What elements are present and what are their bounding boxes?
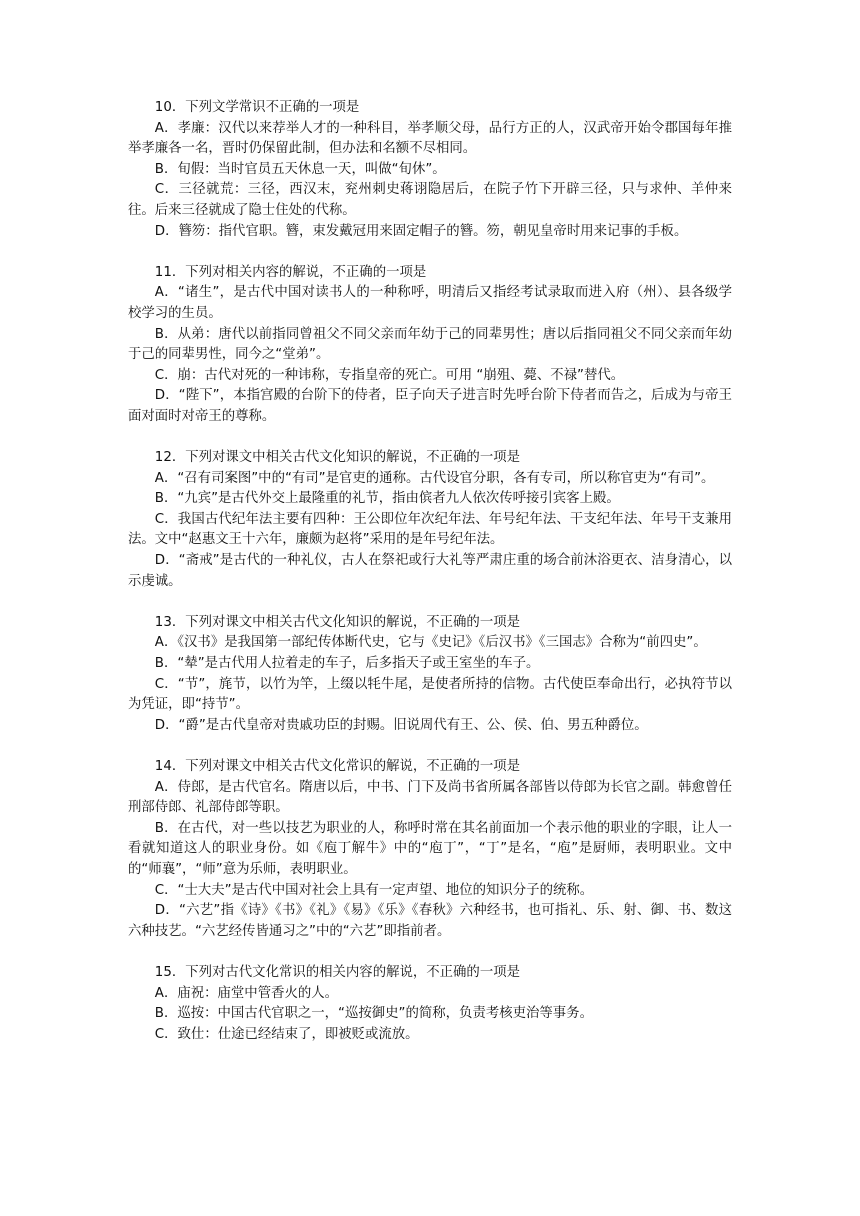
document-page <box>128 98 732 1066</box>
option-b: B．旬假：当时官员五天休息一天，叫做“旬休”。 <box>154 161 446 177</box>
option-c: C．三径就荒：三径，西汉末，兖州刺史蒋诩隐居后，在院子竹下开辟三径，只与求仲、羊仲来往。后来三径就成了隐士住处的代称。 <box>128 182 732 218</box>
question-11 <box>128 263 732 428</box>
option-d: D．“爵”是古代皇帝对贵戚功臣的封赐。旧说周代有王、公、侯、伯、男五种爵位。 <box>154 717 648 733</box>
option-c: C．崩：古代对死的一种讳称，专指皇帝的死亡。可用 “崩殂、薨、不禄”替代。 <box>154 367 625 383</box>
option-b: B．在古代，对一些以技艺为职业的人，称呼时常在其名前面加一个表示他的职业的字眼，让人一看就知道这人的职业身份。如《庖丁解牛》中的“庖丁”，“丁”是名，“庖”是厨师，表明职业。文中的“师襄”，“师”意为乐师，表明职业。 <box>128 820 732 877</box>
question-stem: 14．下列对课文中相关古代文化常识的解说，不正确的一项是 <box>154 759 520 774</box>
question-stem: 10．下列文学常识不正确的一项是 <box>154 100 360 115</box>
question-stem: 11．下列对相关内容的解说，不正确的一项是 <box>154 264 427 280</box>
option-b: B．“九宾”是古代外交上最隆重的礼节，指由傧者九人依次传呼接引宾客上殿。 <box>154 491 620 507</box>
option-a: A．庙祝：庙堂中管香火的人。 <box>154 985 339 1001</box>
option-d: D．簪笏：指代官职。簪，束发戴冠用来固定帽子的簪。笏，朝见皇帝时用来记事的手板。 <box>154 223 688 239</box>
question-stem: 15．下列对古代文化常识的相关内容的解说，不正确的一项是 <box>154 964 520 980</box>
option-d: D．“陛下”，本指宫殿的台阶下的侍者，臣子向天子进言时先呼台阶下侍者而告之，后成为与帝王面对面时对帝王的尊称。 <box>128 388 732 424</box>
question-13 <box>128 613 732 737</box>
question-stem: 13．下列对课文中相关古代文化知识的解说，不正确的一项是 <box>154 614 520 630</box>
option-a: A．孝廉：汉代以来荐举人才的一种科目，举孝顺父母，品行方正的人，汉武帝开始令郡国每年推举孝廉各一名，晋时仍保留此制，但办法和名额不尽相同。 <box>128 120 732 157</box>
option-a: A．“诸生”，是古代中国对读书人的一种称呼，明清后又指经考试录取而进入府（州）、县各级学校学习的生员。 <box>128 285 732 321</box>
option-a: A．侍郎，是古代官名。隋唐以后，中书、门下及尚书省所属各部皆以侍郎为长官之副。韩愈曾任刑部侍郎、礼部侍郎等职。 <box>128 779 732 816</box>
option-b: B．巡按：中国古代官职之一，“巡按御史”的简称，负责考核吏治等事务。 <box>154 1006 593 1022</box>
option-b: B．从弟：唐代以前指同曾祖父不同父亲而年幼于己的同辈男性；唐以后指同祖父不同父亲而年幼于己的同辈男性，同今之“堂弟”。 <box>128 326 732 363</box>
option-d: D．“六艺”指《诗》《书》《礼》《易》《乐》《春秋》六种经书，也可指礼、乐、射、御、书、数这六种技艺。“六艺经传皆通习之”中的“六艺”即指前者。 <box>128 903 732 939</box>
question-15 <box>128 963 732 1045</box>
question-stem: 12．下列对课文中相关古代文化知识的解说，不正确的一项是 <box>154 450 520 466</box>
question-10 <box>128 98 732 242</box>
option-c: C．“节”，旄节，以竹为竿，上缀以牦牛尾，是使者所持的信物。古代使臣奉命出行，必执符节以为凭证，即“持节”。 <box>128 676 732 713</box>
option-b: B．“辇”是古代用人拉着走的车子，后多指天子或王室坐的车子。 <box>154 656 540 672</box>
option-d: D．“斋戒”是古代的一种礼仪，古人在祭祀或行大礼等严肃庄重的场合前沐浴更衣、洁身清心，以示虔诚。 <box>128 553 732 589</box>
option-c: C．我国古代纪年法主要有四种：王公即位年次纪年法、年号纪年法、干支纪年法、年号干支兼用法。文中“赵惠文王十六年，廉颇为赵将”采用的是年号纪年法。 <box>128 511 732 548</box>
question-14 <box>128 757 732 942</box>
option-c: C．“士大夫”是古代中国对社会上具有一定声望、地位的知识分子的统称。 <box>154 882 594 898</box>
option-c: C．致仕：仕途已经结束了，即被贬或流放。 <box>154 1026 419 1042</box>
option-a: A．《汉书》是我国第一部纪传体断代史，它与《史记》《后汉书》《三国志》合称为“前四史”。 <box>154 635 707 651</box>
question-12 <box>128 448 732 592</box>
option-a: A．“召有司案图”中的“有司”是官吏的通称。古代设官分职，各有专司，所以称官吏为“有司”。 <box>154 470 715 486</box>
